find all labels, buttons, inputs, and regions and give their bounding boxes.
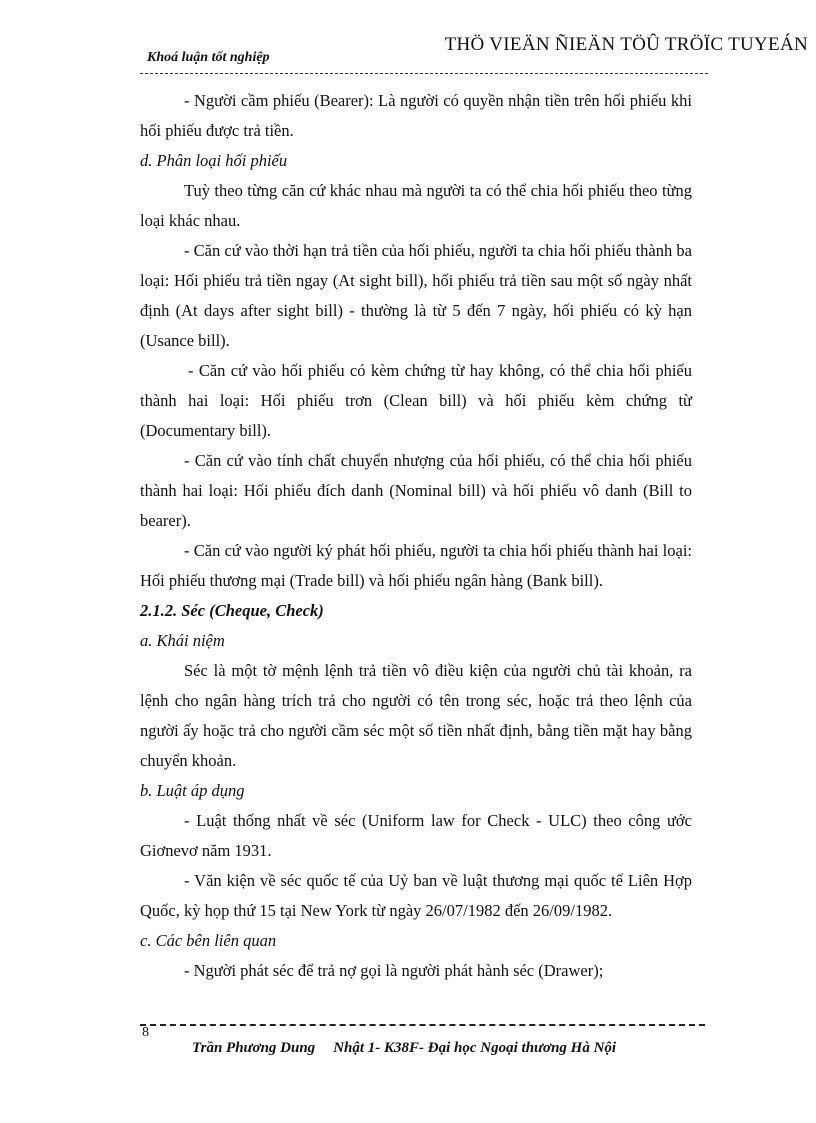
header-divider bbox=[140, 73, 708, 74]
section-heading: c. Các bên liên quan bbox=[140, 931, 277, 950]
footer-author: Trần Phương Dung bbox=[192, 1040, 316, 1056]
body-paragraph: - Người cầm phiếu (Bearer): Là người có quyền nhận tiền trên hối phiếu khi hối phiếu được trả tiền. bbox=[140, 91, 692, 140]
body-paragraph: - Căn cứ vào người ký phát hối phiếu, người ta chia hối phiếu thành hai loại: Hối phiếu thương mại (Trade bill) và hối phiếu ngân hàng (Bank bill). bbox=[140, 541, 692, 590]
body-paragraph: Tuỳ theo từng căn cứ khác nhau mà người ta có thể chia hối phiếu theo từng loại khác nhau. bbox=[140, 181, 692, 230]
page-number: 8 bbox=[142, 1025, 149, 1040]
footer-affiliation: Nhật 1- K38F- Đại học Ngoại thương Hà Nội bbox=[333, 1040, 617, 1056]
header-title-right: THÖ VIEÄN ÑIEÄN TÖÛ TRÖÏC TUYEÁN bbox=[444, 34, 808, 55]
section-heading: 2.1.2. Séc (Cheque, Check) bbox=[140, 601, 324, 620]
footer-text bbox=[192, 1040, 616, 1057]
body-paragraph: - Văn kiện về séc quốc tế của Uỷ ban về luật thương mại quốc tế Liên Hợp Quốc, kỳ họp thứ 15 tại New York từ ngày 26/07/1982 đến 26/09/1982. bbox=[140, 871, 692, 920]
footer-divider bbox=[140, 1024, 705, 1026]
section-heading: d. Phân loại hối phiếu bbox=[140, 151, 288, 170]
section-heading: b. Luật áp dụng bbox=[140, 781, 245, 800]
body-paragraph: - Căn cứ vào hối phiếu có kèm chứng từ hay không, có thể chia hối phiếu thành hai loại: Hối phiếu trơn (Clean bill) và hối phiếu kèm chứng từ (Documentary bill). bbox=[140, 361, 692, 440]
header-title-left: Khoá luận tốt nghiệp bbox=[147, 50, 270, 65]
body-paragraph: - Người phát séc để trả nợ gọi là người phát hành séc (Drawer); bbox=[184, 961, 604, 980]
body-paragraph: Séc là một tờ mệnh lệnh trả tiền vô điều kiện của người chủ tài khoản, ra lệnh cho ngân hàng trích trả cho người có tên trong séc, hoặc trả theo lệnh của người ấy hoặc trả cho người cầm séc một số tiền nhất định, bằng tiền mặt hay bằng chuyển khoản. bbox=[140, 661, 692, 770]
document-body bbox=[140, 86, 692, 986]
body-paragraph: - Căn cứ vào thời hạn trả tiền của hối phiếu, người ta chia hối phiếu thành ba loại: Hối phiếu trả tiền ngay (At sight bill), hối phiếu trả tiền sau một số ngày nhất định (At days after sight bill) - thường là từ 5 đến 7 ngày, hối phiếu có kỳ hạn (Usance bill). bbox=[140, 241, 692, 350]
body-paragraph: - Luật thống nhất về séc (Uniform law for Check - ULC) theo công ước Giơnevơ năm 1931. bbox=[140, 811, 692, 860]
body-paragraph: - Căn cứ vào tính chất chuyển nhượng của hối phiếu, có thể chia hối phiếu thành hai loại: Hối phiếu đích danh (Nominal bill) và hối phiếu vô danh (Bill to bearer). bbox=[140, 451, 692, 530]
section-heading: a. Khái niệm bbox=[140, 631, 225, 650]
